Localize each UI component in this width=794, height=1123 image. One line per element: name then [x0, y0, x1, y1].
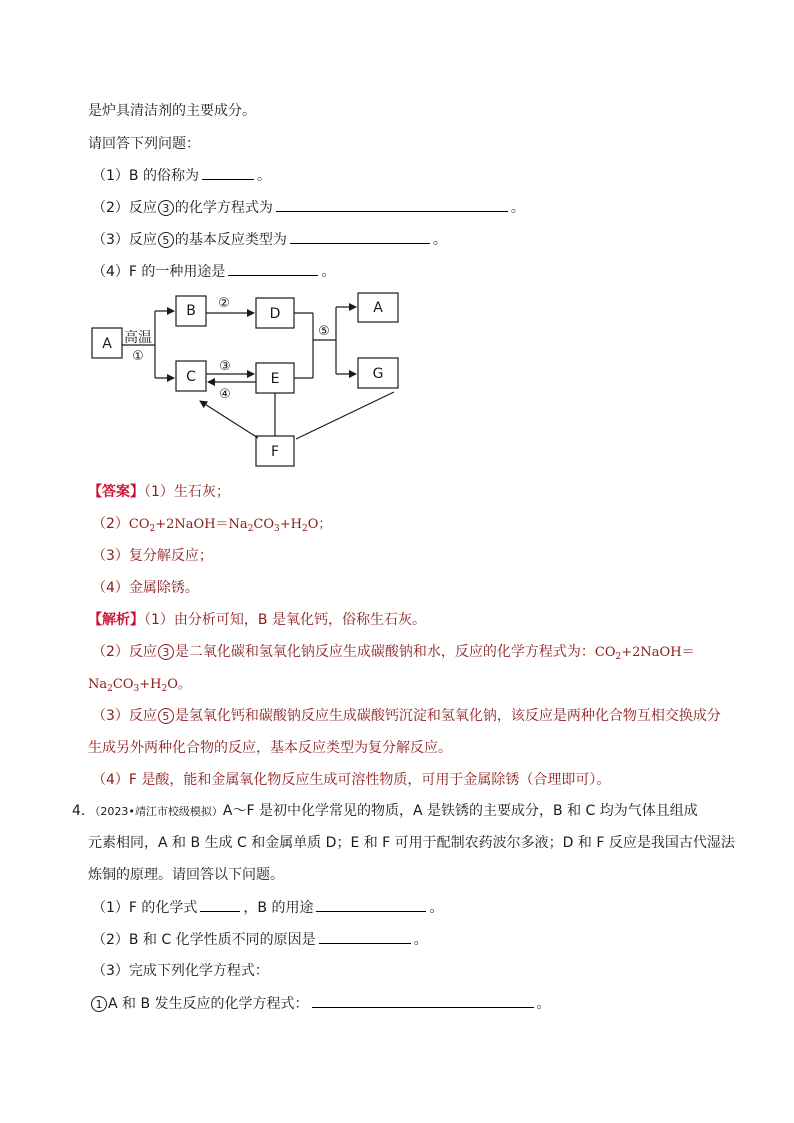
answer-tag: 【答案】	[88, 484, 144, 500]
analysis-line-1: 【解析】（1）由分析可知，B 是氧化钙，俗称生石灰。	[88, 612, 426, 628]
answer-blank[interactable]	[200, 897, 240, 912]
problem-4-question-3: （3）完成下列化学方程式：	[92, 963, 269, 979]
reaction-number-circle: 3	[158, 644, 174, 660]
intro-line-2: 请回答下列问题：	[88, 136, 200, 152]
label-c: C	[186, 369, 196, 385]
problem-4-question-2: （2）B 和 C 化学性质不同的原因是 。	[92, 929, 428, 949]
step-3: ③	[219, 359, 231, 374]
problem-4-line-2: 元素相同，A 和 B 生成 C 和金属单质 D；E 和 F 可用于配制农药波尔多液；D 和 F 反应是我国古代湿法	[88, 835, 735, 851]
label-a: A	[102, 336, 112, 352]
label-b: B	[186, 303, 196, 319]
question-1: （1）B 的俗称为 。	[92, 165, 271, 185]
answer-line-2: $(2)CO_2+2NaOH=Na_2CO_3+H_2O$；	[92, 516, 332, 534]
intro-line-1: 是炉具清洁剂的主要成分。	[88, 103, 256, 119]
label-high-temp: 高温	[124, 330, 152, 346]
reaction-number-circle: 5	[158, 708, 174, 724]
step-4: ④	[219, 387, 231, 402]
label-g: G	[372, 366, 384, 382]
label-d: D	[269, 306, 281, 322]
reaction-number-circle: 5	[158, 232, 174, 248]
answer-blank[interactable]	[276, 197, 508, 212]
analysis-line-2: （2）反应 3 是二氧化碳和氢氧化钠反应生成碳酸钠和水，反应的化学方程式为：$CO_2+2NaOH=$	[92, 644, 695, 662]
problem-4-line-1: 4．（2023•靖江市校级模拟）A～F 是初中化学常见的物质，A 是铁锈的主要成分，B 和 C 均为气体且组成	[72, 803, 698, 819]
problem-number: 4．	[72, 803, 95, 819]
reaction-number-circle: 3	[158, 200, 174, 216]
analysis-tag: 【解析】	[88, 612, 144, 628]
answer-line-1: 【答案】（1）生石灰；	[88, 484, 230, 500]
answer-blank[interactable]	[290, 229, 430, 244]
label-a2: A	[373, 300, 383, 316]
problem-source: （2023•靖江市校级模拟）	[94, 805, 223, 818]
answer-line-3: （3）复分解反应；	[92, 548, 213, 564]
analysis-line-3b: 生成另外两种化合物的反应，基本反应类型为复分解反应。	[88, 740, 452, 756]
equation: $CO_2+2NaOH=Na_2CO_3+H_2O$；	[128, 517, 332, 534]
analysis-line-2b: $Na_2CO_3+H_2O$。	[88, 677, 191, 694]
step-5: ⑤	[318, 324, 330, 339]
sub-question-circle: 1	[91, 996, 107, 1012]
step-1: ①	[132, 349, 144, 364]
arrow-f-to-c	[200, 401, 258, 438]
answer-blank[interactable]	[228, 261, 318, 276]
problem-4-question-1: （1）F 的化学式 ，B 的用途 。	[92, 897, 443, 917]
analysis-line-3: （3）反应 5 是氢氧化钙和碳酸钠反应生成碳酸钙沉淀和氢氧化钠，该反应是两种化合物互相交换成分	[92, 708, 721, 724]
label-f: F	[270, 444, 280, 460]
answer-blank[interactable]	[319, 929, 411, 944]
label-e: E	[270, 371, 280, 387]
analysis-line-4: （4）F 是酸，能和金属氧化物反应生成可溶性物质，可用于金属除锈（合理即可）。	[92, 772, 611, 788]
step-2: ②	[218, 296, 230, 311]
question-3: （3）反应 5 的基本反应类型为 。	[92, 229, 447, 249]
question-4: （4）F 的一种用途是 。	[92, 261, 335, 281]
question-2: （2）反应 3 的化学方程式为 。	[92, 197, 525, 217]
answer-blank[interactable]	[312, 993, 534, 1008]
answer-blank[interactable]	[316, 897, 426, 912]
reaction-diagram	[0, 288, 794, 468]
problem-4-line-3: 炼铜的原理。请回答以下问题。	[88, 867, 284, 883]
answer-line-4: （4）金属除锈。	[92, 580, 199, 596]
answer-blank[interactable]	[202, 165, 254, 180]
problem-4-question-3a: 1 A 和 B 发生反应的化学方程式： 。	[90, 993, 551, 1013]
